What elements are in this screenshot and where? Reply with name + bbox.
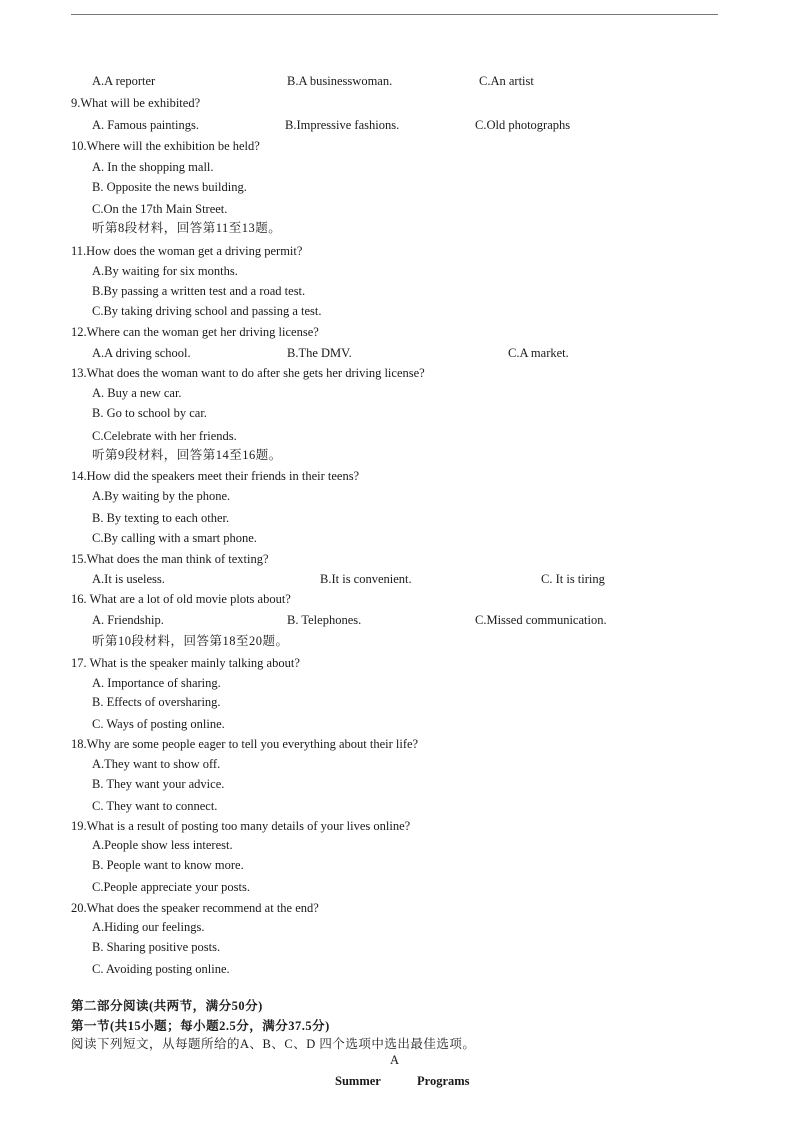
q14-stem: 14.How did the speakers meet their friends in their teens? (71, 469, 360, 483)
q13-option-a[interactable]: A. Buy a new car. (92, 386, 182, 400)
q16-option-b[interactable]: B. Telephones. (287, 613, 362, 627)
q18-option-a[interactable]: A.They want to show off. (92, 757, 221, 771)
q19-stem: 19.What is a result of posting too many details of your lives online? (71, 819, 411, 833)
q11-option-b[interactable]: B.By passing a written test and a road test. (92, 284, 306, 298)
passage-heading-word-2: Programs (417, 1074, 470, 1088)
q17-option-a[interactable]: A. Importance of sharing. (92, 676, 221, 690)
q12-option-a[interactable]: A.A driving school. (92, 346, 191, 360)
q18-stem: 18.Why are some people eager to tell you everything about their life? (71, 737, 419, 751)
q8-option-a[interactable]: A.A reporter (92, 74, 156, 88)
q9-option-b[interactable]: B.Impressive fashions. (285, 118, 400, 132)
reading-instruction: 阅读下列短文，从每题所给的A、B、C、D 四个选项中选出最佳选项。 (71, 1037, 476, 1051)
q13-option-c[interactable]: C.Celebrate with her friends. (92, 429, 237, 443)
q20-option-b[interactable]: B. Sharing positive posts. (92, 940, 221, 954)
q18-option-b[interactable]: B. They want your advice. (92, 777, 225, 791)
header-rule (71, 14, 718, 15)
q9-stem: 9.What will be exhibited? (71, 96, 201, 110)
q15-option-a[interactable]: A.It is useless. (92, 572, 165, 586)
q10-option-c[interactable]: C.On the 17th Main Street. (92, 202, 228, 216)
q14-option-c[interactable]: C.By calling with a smart phone. (92, 531, 257, 545)
passage-10-instruction: 听第10段材料，回答第18至20题。 (92, 634, 289, 648)
section-1-title: 第一节(共15小题；每小题2.5分，满分37.5分) (71, 1019, 330, 1033)
q15-option-b[interactable]: B.It is convenient. (320, 572, 412, 586)
q13-stem: 13.What does the woman want to do after she gets her driving license? (71, 366, 425, 380)
q16-stem: 16. What are a lot of old movie plots about? (71, 592, 291, 606)
q9-option-a[interactable]: A. Famous paintings. (92, 118, 199, 132)
q18-option-c[interactable]: C. They want to connect. (92, 799, 218, 813)
q15-option-c[interactable]: C. It is tiring (541, 572, 605, 586)
q12-option-b[interactable]: B.The DMV. (287, 346, 352, 360)
q15-stem: 15.What does the man think of texting? (71, 552, 269, 566)
q11-stem: 11.How does the woman get a driving permit? (71, 244, 303, 258)
q19-option-c[interactable]: C.People appreciate your posts. (92, 880, 250, 894)
q8-option-b[interactable]: B.A businesswoman. (287, 74, 393, 88)
q11-option-c[interactable]: C.By taking driving school and passing a test. (92, 304, 322, 318)
q12-stem: 12.Where can the woman get her driving license? (71, 325, 319, 339)
q11-option-a[interactable]: A.By waiting for six months. (92, 264, 238, 278)
q10-option-b[interactable]: B. Opposite the news building. (92, 180, 247, 194)
passage-heading-word-1: Summer (335, 1074, 381, 1088)
q16-option-c[interactable]: C.Missed communication. (475, 613, 607, 627)
q19-option-b[interactable]: B. People want to know more. (92, 858, 244, 872)
q14-option-a[interactable]: A.By waiting by the phone. (92, 489, 231, 503)
q20-option-a[interactable]: A.Hiding our feelings. (92, 920, 205, 934)
passage-9-instruction: 听第9段材料，回答第14至16题。 (92, 448, 282, 462)
q17-stem: 17. What is the speaker mainly talking about? (71, 656, 300, 670)
q19-option-a[interactable]: A.People show less interest. (92, 838, 233, 852)
q13-option-b[interactable]: B. Go to school by car. (92, 406, 207, 420)
q16-option-a[interactable]: A. Friendship. (92, 613, 164, 627)
q10-option-a[interactable]: A. In the shopping mall. (92, 160, 214, 174)
q17-option-b[interactable]: B. Effects of oversharing. (92, 695, 221, 709)
q17-option-c[interactable]: C. Ways of posting online. (92, 717, 225, 731)
q14-option-b[interactable]: B. By texting to each other. (92, 511, 230, 525)
passage-8-instruction: 听第8段材料，回答第11至13题。 (92, 221, 282, 235)
q20-option-c[interactable]: C. Avoiding posting online. (92, 962, 230, 976)
q20-stem: 20.What does the speaker recommend at the end? (71, 901, 319, 915)
part-2-title: 第二部分阅读(共两节，满分50分) (71, 999, 263, 1013)
q8-option-c[interactable]: C.An artist (479, 74, 534, 88)
q10-stem: 10.Where will the exhibition be held? (71, 139, 260, 153)
q12-option-c[interactable]: C.A market. (508, 346, 569, 360)
q9-option-c[interactable]: C.Old photographs (475, 118, 571, 132)
passage-letter: A (390, 1053, 400, 1067)
